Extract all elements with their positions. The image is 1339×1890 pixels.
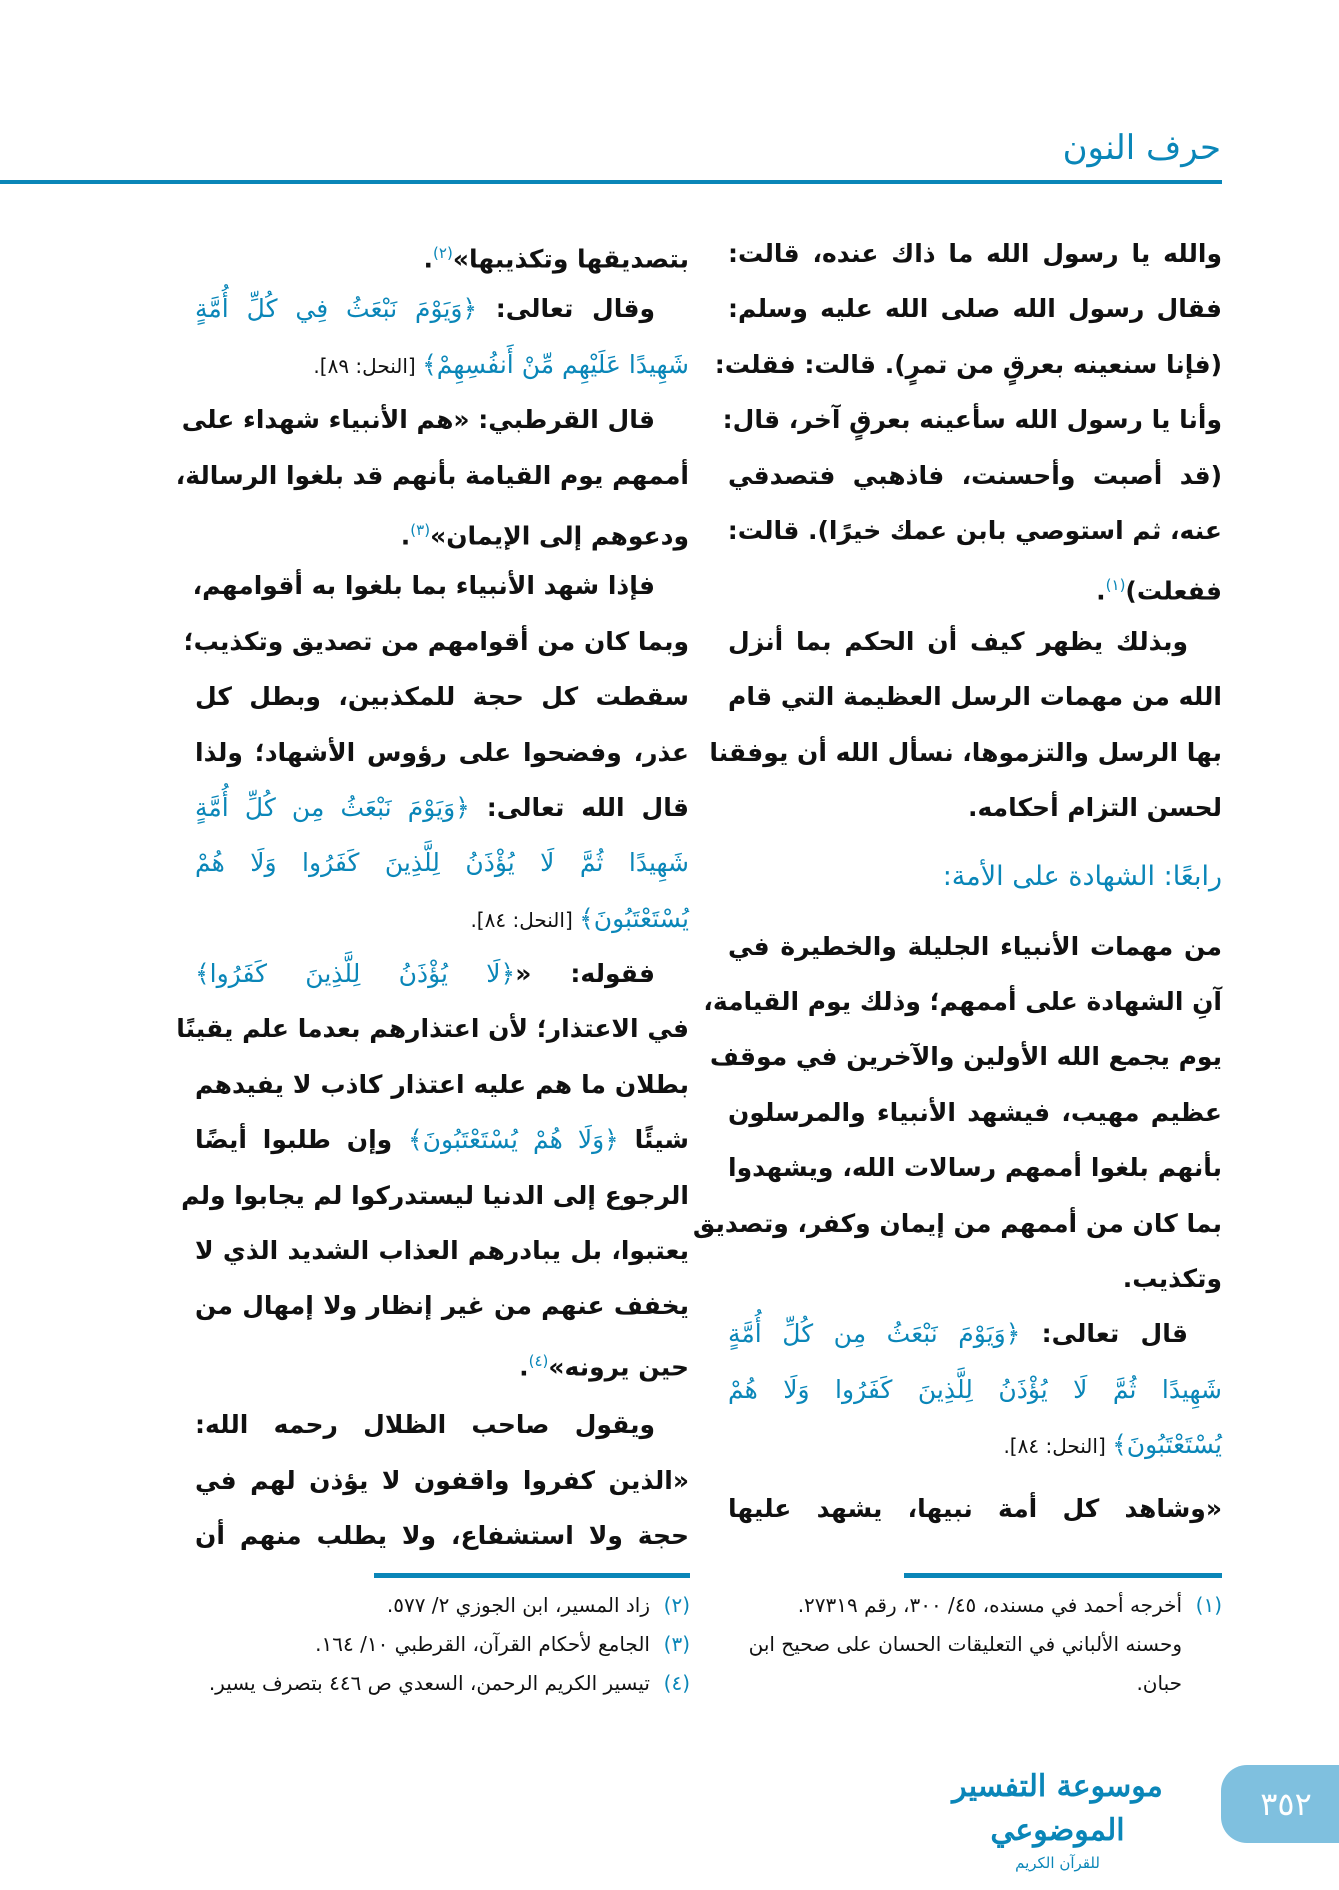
footnote-number: (٣) (663, 1632, 690, 1656)
text-line (709, 725, 1222, 780)
text-segment: ويقول صاحب الظلال رحمه الله: (195, 1410, 655, 1440)
quran-verse: يُسْتَعْتَبُونَ﴾ (579, 903, 689, 933)
text-segment: فإذا شهد الأنبياء بما بلغوا به أقوامهم، (192, 571, 655, 601)
text-segment: وإن طلبوا أيضًا (195, 1125, 409, 1155)
text-segment: يخفف عنهم من غير إنظار ولا إمهال من (195, 1291, 689, 1321)
text-line (728, 1362, 1222, 1417)
text-line (728, 614, 1222, 669)
verse-reference: [النحل: ٨٤]. (470, 907, 580, 932)
quran-verse: شَهِيدًا ثُمَّ لَا يُؤْذَنُ لِلَّذِينَ كَفَرُوا وَلَا هُمْ (195, 848, 689, 878)
text-line (181, 1168, 689, 1223)
text-segment: الرجوع إلى الدنيا ليستدركوا لم يجابوا ولم (181, 1180, 689, 1210)
chapter-title: حرف النون (1062, 128, 1221, 168)
text-segment: (فإنا سنعينه بعرقٍ من تمرٍ). قالت: فقلت: (714, 349, 1222, 379)
text-segment: فقوله: « (515, 959, 655, 989)
verse-reference: [النحل: ٨٩]. (313, 353, 423, 378)
footnote-text: تيسير الكريم الرحمن، السعدي ص ٤٤٦ بتصرف يسير. (208, 1671, 650, 1695)
text-segment: «الذين كفروا واقفون لا يؤذن لهم في (195, 1465, 689, 1495)
text-line (183, 614, 689, 669)
footnote (190, 1664, 690, 1703)
text-line (703, 974, 1222, 1029)
text-segment: «وشاهد كل أمة نبيها، يشهد عليها (728, 1493, 1222, 1523)
text-line (728, 1085, 1222, 1140)
verse-reference: [النحل: ٨٤]. (1003, 1434, 1113, 1459)
text-line (692, 1196, 1222, 1251)
text-line (728, 1481, 1222, 1536)
footnote-number: (٤) (663, 1671, 690, 1695)
text-segment: بما كان من أممهم من إيمان وكفر، وتصديق (692, 1208, 1222, 1238)
footnotes-left (190, 1586, 690, 1703)
text-segment: وبما كان من أقوامهم من تصديق وتكذيب؛ (183, 626, 689, 656)
text-line (195, 780, 689, 835)
footnote (722, 1586, 1222, 1625)
text-segment: فقال رسول الله صلى الله عليه وسلم: (728, 294, 1222, 324)
text-segment: قال القرطبي: «هم الأنبياء شهداء على (181, 405, 655, 435)
quran-verse: ﴿وَلَا هُمْ يُسْتَعْتَبُونَ﴾ (408, 1125, 619, 1155)
text-segment: حين يرونه» (548, 1352, 689, 1382)
footnote-number: (١) (1195, 1593, 1222, 1617)
footnote-text: الجامع لأحكام القرآن، القرطبي ١٠/ ١٦٤. (315, 1632, 650, 1656)
text-line (195, 835, 689, 890)
footnotes-right (722, 1586, 1222, 1703)
footnote-text: وحسنه الألباني في التعليقات الحسان على صحيح ابن حبان. (748, 1632, 1182, 1695)
quran-verse: شَهِيدًا عَلَيْهِم مِّنْ أَنفُسِهِمْ﴾ (422, 349, 689, 379)
text-segment: أممهم يوم القيامة بأنهم قد بلغوا الرسالة، (175, 460, 689, 490)
text-line (709, 1029, 1222, 1084)
left-text-column (175, 226, 689, 1563)
text-line (195, 503, 689, 558)
footnote-ref[interactable]: (٤) (528, 1351, 549, 1370)
logo-subtitle: للقرآن الكريم (1015, 1854, 1100, 1872)
footnote-number: (٢) (663, 1593, 690, 1617)
text-segment: عنه، ثم استوصي بابن عمك خيرًا). قالت: (727, 515, 1222, 545)
text-line (728, 1251, 1222, 1306)
text-line (175, 448, 689, 503)
text-segment: وقال تعالى: (477, 294, 655, 324)
text-segment: يعتبوا، بل يبادرهم العذاب الشديد الذي لا (195, 1236, 689, 1266)
quran-verse: شَهِيدًا ثُمَّ لَا يُؤْذَنُ لِلَّذِينَ كَفَرُوا وَلَا هُمْ (728, 1374, 1222, 1404)
footnote-ref[interactable]: (٣) (410, 520, 431, 539)
text-segment: بطلان ما هم عليه اعتذار كاذب لا يفيدهم (195, 1069, 689, 1099)
text-segment: . (423, 244, 434, 274)
text-segment: حجة ولا استشفاع، ولا يطلب منهم أن (195, 1520, 689, 1550)
text-segment: ودعوهم إلى الإيمان» (430, 521, 689, 551)
text-segment: لحسن التزام أحكامه. (967, 792, 1222, 822)
footnote-text: أخرجه أحمد في مسنده، ٤٥/ ٣٠٠، رقم ٢٧٣١٩. (797, 1593, 1182, 1617)
text-line (195, 1278, 689, 1333)
text-segment: ففعلت) (1125, 576, 1222, 606)
text-line (195, 891, 689, 946)
text-segment: رابعًا: الشهادة على الأمة: (942, 861, 1222, 893)
text-segment: الله من مهمات الرسل العظيمة التي قام (728, 682, 1222, 712)
text-line (195, 669, 689, 724)
text-line (722, 392, 1222, 447)
text-segment: (قد أصبت وأحسنت، فاذهبي فتصدقي (728, 460, 1222, 490)
text-segment: . (400, 521, 411, 551)
text-segment: آنِ الشهادة على أممهم؛ وذلك يوم القيامة، (703, 987, 1222, 1017)
right-text-column (692, 226, 1222, 1536)
text-line (728, 558, 1222, 613)
text-line (728, 1140, 1222, 1195)
text-line (176, 1001, 689, 1056)
text-segment: وتكذيب. (1122, 1264, 1222, 1294)
text-segment: قال تعالى: (1020, 1319, 1188, 1349)
text-segment: قال الله تعالى: (469, 792, 689, 822)
text-segment: وأنا يا رسول الله سأعينه بعرقٍ آخر، قال: (722, 405, 1222, 435)
text-segment: شيئًا (618, 1125, 689, 1155)
quran-verse: ﴿وَيَوْمَ نَبْعَثُ مِن كُلِّ أُمَّةٍ (195, 792, 470, 822)
footnote (190, 1586, 690, 1625)
text-line (195, 226, 689, 281)
footnote (722, 1625, 1222, 1703)
footnote (190, 1625, 690, 1664)
text-line (195, 1334, 689, 1389)
text-line (728, 919, 1222, 974)
text-line (181, 392, 689, 447)
text-line (195, 1112, 689, 1167)
encyclopedia-logo (935, 1765, 1180, 1872)
text-line (195, 1223, 689, 1278)
text-line (195, 1453, 689, 1508)
footnote-ref[interactable]: (١) (1105, 576, 1126, 595)
text-segment: بأنهم بلغوا أممهم رسالات الله، ويشهدوا (728, 1153, 1222, 1183)
text-segment: وبذلك يظهر كيف أن الحكم بما أنزل (728, 626, 1188, 656)
text-line (728, 669, 1222, 724)
quran-verse: ﴿لَا يُؤْذَنُ لِلَّذِينَ كَفَرُوا﴾ (195, 959, 516, 989)
header-rule (0, 180, 1222, 184)
text-line (195, 1397, 689, 1452)
text-segment: بتصديقها وتكذيبها» (452, 244, 689, 274)
text-line (195, 1508, 689, 1563)
footnote-text: زاد المسير، ابن الجوزي ٢/ ٥٧٧. (386, 1593, 650, 1617)
text-line (728, 281, 1222, 336)
text-segment: في الاعتذار؛ لأن اعتذارهم بعدما علم يقينًا (176, 1014, 689, 1044)
text-segment: من مهمات الأنبياء الجليلة والخطيرة في (728, 931, 1222, 961)
text-line (728, 1417, 1222, 1472)
text-segment: . (519, 1352, 529, 1382)
text-segment: . (1096, 576, 1106, 606)
text-line (728, 1306, 1222, 1361)
quran-verse: ﴿وَيَوْمَ نَبْعَثُ مِن كُلِّ أُمَّةٍ (728, 1319, 1021, 1349)
page-number: ٣٥٢ (1221, 1765, 1339, 1843)
text-line (195, 337, 689, 392)
text-line (728, 780, 1222, 835)
text-segment: عذر، وفضحوا على رؤوس الأشهاد؛ ولذا (195, 737, 689, 767)
text-segment: يوم يجمع الله الأولين والآخرين في موقف (709, 1042, 1222, 1072)
text-line (195, 946, 689, 1001)
logo-title: موسوعة التفسير الموضوعي (952, 1769, 1163, 1848)
footnote-ref[interactable]: (٢) (433, 244, 453, 262)
footnote-rule-right (904, 1573, 1222, 1578)
text-line (728, 226, 1222, 281)
text-line (195, 281, 689, 336)
text-line (728, 503, 1222, 558)
quran-verse: ﴿وَيَوْمَ نَبْعَثُ فِي كُلِّ أُمَّةٍ (195, 294, 478, 324)
footnote-rule-left (374, 1573, 690, 1578)
text-segment: بها الرسل والتزموها، نسأل الله أن يوفقنا (709, 737, 1222, 767)
text-line (192, 558, 689, 613)
text-segment: سقطت كل حجة للمكذبين، وبطل كل (195, 682, 689, 712)
text-segment: عظيم مهيب، فيشهد الأنبياء والمرسلون (728, 1097, 1222, 1127)
text-line (195, 725, 689, 780)
section-heading (728, 849, 1222, 904)
text-line (728, 448, 1222, 503)
text-segment: والله يا رسول الله ما ذاك عنده، قالت: (728, 239, 1222, 268)
footnote-number (1182, 1625, 1222, 1703)
text-line (195, 1057, 689, 1112)
quran-verse: يُسْتَعْتَبُونَ﴾ (1112, 1430, 1222, 1460)
text-line (714, 337, 1222, 392)
